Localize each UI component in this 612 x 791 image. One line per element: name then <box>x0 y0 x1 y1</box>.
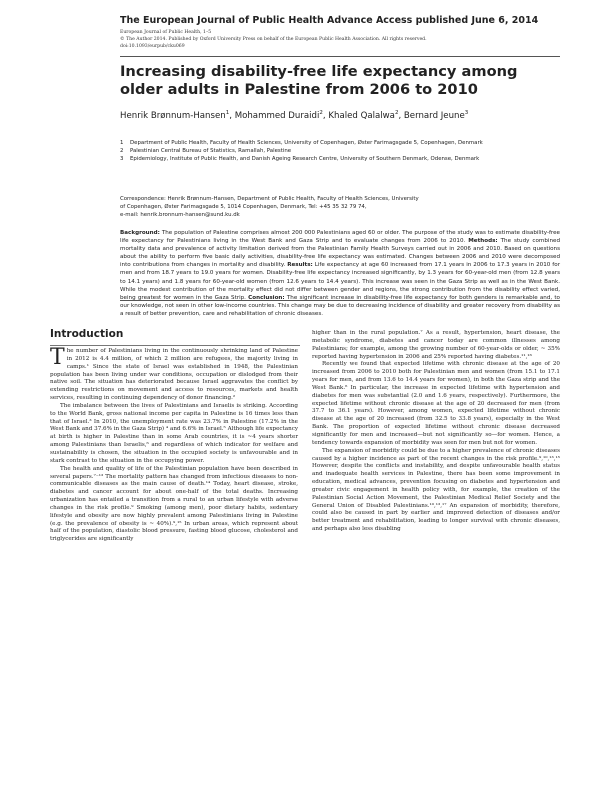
author-name: Mohammed Duraidi <box>234 110 320 121</box>
paragraph: The imbalance between the lives of Palestinians and Israelis is striking. According to the World Bank, gross national income per capita in Palestine is 16 times less than that of Israel.³ In 2010, the unemployment rate was 23.7% in Palestine (17.2% in the West Bank and 37.6% in the Gaza Strip) ⁴ and 6.6% in Israel.⁵ Although life expectancy at birth is higher in Palestine than in some Arab countries, it is ~4 years shorter among Palestinians than Israelis,⁶ and regardless of which indicator for welfare and sustainability is chosen, the situation in the occupied society is unfavourable and in stark contrast to the situation in the occupying power. <box>50 402 298 464</box>
body-column-right <box>312 330 560 534</box>
body-column-left <box>50 345 298 544</box>
author-name: Henrik Brønnum-Hansen <box>120 110 226 121</box>
correspondence-email[interactable]: e-mail: henrik.bronnum-hansen@sund.ku.dk <box>120 212 240 218</box>
abstract-results-label: Results: <box>287 262 313 269</box>
header-divider <box>120 56 560 57</box>
paragraph-text: he number of Palestinians living in the continuously shrinking land of Palestine in 2012 is 4.4 million, of which 2 million are refugees, the majority living in camps.¹ Since the state of Israel was established in 1948, the Palestinian population has been living under war conditions, occupation or dislodged from their native soil. The situation has deteriorated because Israel aggravates the conflict by extending restrictions on movement and access to resources, markets and health services, resulting in continuing dependency of donor financing.² <box>50 348 298 402</box>
section-heading: Introduction <box>50 328 124 340</box>
author-name: Khaled Qalalwa <box>328 110 395 121</box>
journal-citation: European Journal of Public Health, 1–5 <box>120 30 212 35</box>
journal-meta <box>120 29 560 50</box>
abstract <box>120 229 560 318</box>
paragraph: higher than in the rural population.⁷ As a result, hypertension, heart disease, the metabolic syndrome, diabetes and cancer today are common illnesses among Palestinians; for example, among the growing number of 60-year-olds or older, ~ 35% reported having hypertension in 2006 and 25% reported having diabetes.¹¹,¹⁶ <box>312 330 560 360</box>
affiliation-number: 1 <box>120 140 124 146</box>
abstract-background-label: Background: <box>120 230 160 236</box>
author-affiliation-mark: 3 <box>464 110 469 116</box>
paragraph: Recently we found that expected lifetime with chronic disease at the age of 20 increased from 2006 to 2010 both for Palestinian men and women (from 15.1 to 17.1 years for men, and from 13.6 to 14.4 years for women), in both the Gaza strip and the West Bank.⁶ In particular, the increase in expected lifetime with hypertension and diabetes for men was substantial (2.0 and 1.6 years, respectively). Furthermore, the expected lifetime without chronic disease at the age of 20 decreased for men (from 37.7 to 36.1 years). However, among women, expected lifetime without chronic disease at the age of 20 increased (from 32.5 to 33.8 years), especially in the West Bank. The proportion of expected lifetime without chronic disease decreased significantly for men and increased—but not significantly so—for women. Hence, a tendency towards expansion of morbidity was seen for men but not for women. <box>312 361 560 446</box>
paragraph: The expansion of morbidity could be due to a higher prevalence of chronic diseases caused by a higher incidence as part of the recent changes in the risk profile.⁹,¹⁰,¹³,¹⁵ However, despite the conflicts and instability, and despite unfavourable health status and inadequate health services in Palestine, there has been some improvement in education, medical advances, prevention focusing on diabetes and hypertension and greater civic engagement in health policy with, for example, the creation of the Palestinian Social Action Movement, the Palestinian Medical Relief Society and the General Union of Disabled Palestinians.¹⁰,¹³,¹⁷ An expansion of morbidity, therefore, could also be caused in part by earlier and improved detection of diseases and/or better treatment and rehabilitation, leading to longer survival with chronic diseases, and perhaps also less disabling <box>312 447 560 533</box>
abstract-background: The population of Palestine comprises almost 200 000 Palestinians aged 60 or older. The purpose of the study was to estimate disability-free life expectancy for Palestinians living in the West Bank and Gaza Strip and to evaluate changes from 2006 to 2010. <box>120 230 560 245</box>
paragraph <box>50 345 298 403</box>
affiliation-item <box>120 147 560 155</box>
doi-line: doi:10.1093/eurpub/cku069 <box>120 44 185 49</box>
affiliation-number: 2 <box>120 148 124 154</box>
affiliation-list <box>120 139 560 163</box>
author-name: Bernard Jeune <box>403 110 465 121</box>
author-list: Henrik Brønnum-Hansen$^1$, Mohammed Duraidi$^2$, Khaled Qalalwa$^2$, Bernard Jeune$^3$ <box>120 110 469 121</box>
affiliation-text: Epidemiology, Institute of Public Health, and Danish Ageing Research Centre, University of Southern Denmark, Odense, Denmark <box>130 156 480 162</box>
abstract-methods-label: Methods: <box>468 238 498 245</box>
abstract-methods: The study combined mortality data and prevalence of activity limitation derived from the Palestinian Family Health Surveys carried out in 2006 and 2010. Based on questions about the ability to perform five basic daily activities, disability-free life expectancy was estimated. Changes between 2006 and 2010 were decomposed into contributions from changes in mortality and disability. <box>120 238 560 269</box>
affiliation-item <box>120 155 560 163</box>
correspondence-line: of Copenhagen, Øster Farimagsgade 5, 1014 Copenhagen, Denmark, Tel: +45 35 32 79 74, <box>120 204 367 210</box>
copyright-line: © The Author 2014. Published by Oxford University Press on behalf of the European Public Health Association. All rights reserved. <box>120 37 427 42</box>
abstract-conclusion: The significant increase in disability-free life expectancy for both genders is remarkable and, to our knowledge, not seen in other low-income countries. This change may be due to decreasing incidence of disability and greater recovery from disability as a result of better prevention, care and rehabilitation of chronic diseases. <box>120 294 561 317</box>
abstract-conclusion-label: Conclusion: <box>248 294 285 301</box>
running-head: The European Journal of Public Health Advance Access published June 6, 2014 <box>120 15 539 26</box>
affiliation-number: 3 <box>120 156 124 162</box>
author-affiliation-mark: 2 <box>394 110 399 116</box>
article-title: Increasing disability-free life expectancy among older adults in Palestine from 2006 to 2010 <box>120 63 518 98</box>
abstract-divider <box>120 300 560 301</box>
paragraph: The health and quality of life of the Palestinian population have been described in several papers.⁷⁻¹³ The mortality pattern has changed from infectious diseases to non-communicable diseases as the main cause of death.¹⁴ Today, heart disease, stroke, diabetes and cancer account for about one-half of the total deaths. Increasing urbanization has entailed a transition from a rural to an urban lifestyle with adverse changes in the risk profile.⁹ Smoking (among men), poor dietary habits, sedentary lifestyle and obesity are now highly prevalent among Palestinians living in Palestine (e.g. the prevalence of obesity is ~ 40%).⁹,¹⁵ In urban areas, which represent about half of the population, diastolic blood pressure, fasting blood glucose, cholesterol and triglycerides are significantly <box>50 465 298 543</box>
affiliation-text: Department of Public Health, Faculty of Health Sciences, University of Copenhagen, Øster Farimagsgade 5, Copenhagen, Denmark <box>130 140 483 146</box>
section-heading-rule <box>50 345 300 346</box>
abstract-results: Life expectancy at age 60 increased from 17.1 years in 2006 to 17.3 years in 2010 for men and from 18.7 years to 19.0 years for women. Disability-free life expectancy increased significantly, by 1.3 years for 60-year-old men (from 12.8 years to 14.1 years) and 1.8 years for 60-year-old women (from 12.6 years to 14.4 years). This increase was seen in the Gaza Strip as well as in the West Bank. While the modest contribution of the mortality effect did not differ between gender and regions, the strong contribution from the disability effect varied, being greatest for women in the Gaza Strip. <box>120 262 561 301</box>
affiliation-item <box>120 139 560 147</box>
correspondence-block <box>120 195 560 219</box>
affiliation-text: Palestinian Central Bureau of Statistics, Ramallah, Palestine <box>130 148 292 154</box>
drop-cap: T <box>50 345 65 370</box>
correspondence-line: Correspondence: Henrik Brønnum-Hansen, Department of Public Health, Faculty of Health Sciences, University <box>120 196 419 202</box>
author-affiliation-mark: 1 <box>225 110 230 116</box>
author-affiliation-mark: 2 <box>319 110 323 116</box>
